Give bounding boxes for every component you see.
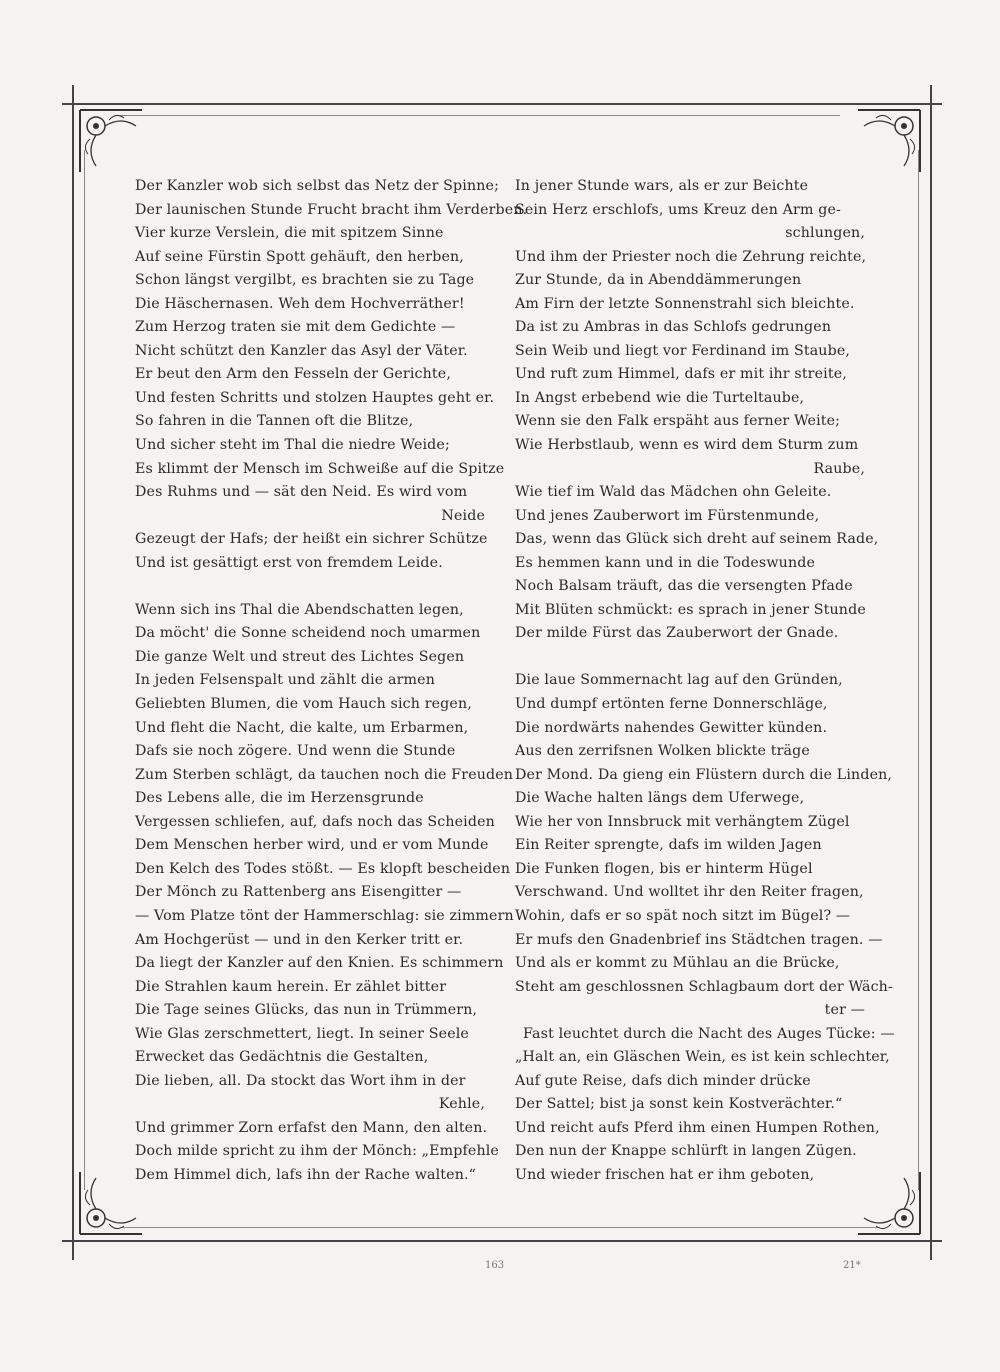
verse-line: Und ruft zum Himmel, dafs er mit ihr streite, — [515, 366, 847, 383]
verse-line: Wie tief im Wald das Mädchen ohn Geleite. — [515, 484, 832, 501]
verse-line: Noch Balsam träuft, das die versengten Pfade — [515, 578, 853, 595]
verse-line: Es klimmt der Mensch im Schweiße auf die Spitze — [135, 460, 505, 477]
verse-line: Vier kurze Verslein, die mit spitzem Sinne — [135, 225, 444, 242]
verse-line: Zum Sterben schlägt, da tauchen noch die Freuden — [135, 766, 514, 783]
verse-line: Wohin, dafs er so spät noch sitzt im Bügel? — — [515, 907, 851, 924]
verse-line: „Halt an, ein Gläschen Wein, es ist kein schlechter, — [515, 1049, 890, 1066]
corner-ornament-top-right — [854, 106, 924, 176]
right-text-column — [515, 175, 895, 1188]
verse-line: Aus den zerrifsnen Wolken blickte träge — [515, 743, 810, 760]
verse-line: Und grimmer Zorn erfafst den Mann, den alten. — [135, 1119, 488, 1136]
verse-line: Gezeugt der Hafs; der heißt ein sichrer Schütze — [135, 531, 488, 548]
verse-line: Er beut den Arm den Fesseln der Gerichte, — [135, 366, 451, 383]
verse-line: Und ist gesättigt erst von fremdem Leide. — [135, 554, 443, 571]
verse-line: Erwecket das Gedächtnis die Gestalten, — [135, 1049, 429, 1066]
left-text-column — [135, 175, 528, 1188]
frame-right-line — [930, 85, 932, 1260]
verse-line: In jeden Felsenspalt und zählt die armen — [135, 672, 435, 689]
verse-line: Neide — [441, 507, 485, 524]
stanza-break — [135, 575, 485, 599]
verse-line: Der Mönch zu Rattenberg ans Eisengitter — — [135, 884, 462, 901]
verse-line: schlungen, — [785, 225, 865, 242]
verse-line: Dem Himmel dich, lafs ihn der Rache walten.“ — [135, 1166, 477, 1183]
verse-line: Der Mond. Da gieng ein Flüstern durch die Linden, — [515, 766, 893, 783]
frame-left-line — [72, 85, 74, 1260]
verse-line: Es hemmen kann und in die Todeswunde — [515, 554, 816, 571]
verse-line: Er mufs den Gnadenbrief ins Städtchen tragen. — — [515, 931, 883, 948]
verse-line: Der milde Fürst das Zauberwort der Gnade. — [515, 625, 839, 642]
frame-left-inner-line — [84, 150, 85, 1190]
verse-line: Und festen Schritts und stolzen Hauptes geht er. — [135, 389, 495, 406]
frame-bottom-line — [62, 1240, 942, 1242]
verse-line: Wie Glas zerschmettert, liegt. In seiner Seele — [135, 1025, 469, 1042]
verse-line: Zur Stunde, da in Abenddämmerungen — [515, 272, 802, 289]
verse-line: Die nordwärts nahendes Gewitter künden. — [515, 719, 828, 736]
verse-line: Am Hochgerüst — und in den Kerker tritt er. — [135, 931, 464, 948]
verse-line: Der launischen Stunde Frucht bracht ihm Verderben. — [135, 201, 528, 218]
verse-line: Die Häschernasen. Weh dem Hochverräther! — [135, 295, 465, 312]
verse-line: Geliebten Blumen, die vom Hauch sich regen, — [135, 696, 472, 713]
verse-line: Auf seine Fürstin Spott gehäuft, den herben, — [135, 248, 464, 265]
verse-line: Der Kanzler wob sich selbst das Netz der Spinne; — [135, 178, 500, 194]
verse-line: Ein Reiter sprengte, dafs im wilden Jagen — [515, 837, 822, 854]
verse-line: Den Kelch des Todes stößt. — Es klopft bescheiden — [135, 860, 511, 877]
verse-line: Die lieben, all. Da stockt das Wort ihm in der — [135, 1072, 466, 1089]
stanza-break — [515, 646, 865, 670]
verse-line: Des Ruhms und — sät den Neid. Es wird vom — [135, 484, 468, 501]
verse-line: Verschwand. Und wolltet ihr den Reiter fragen, — [515, 884, 864, 901]
page-number: 163 — [485, 1260, 505, 1271]
verse-line: Raube, — [813, 460, 865, 477]
corner-ornament-top-left — [76, 106, 146, 176]
verse-line: Zum Herzog traten sie mit dem Gedichte — — [135, 319, 456, 336]
verse-line: Sein Weib und liegt vor Ferdinand im Staube, — [515, 342, 851, 359]
verse-line: Mit Blüten schmückt: es sprach in jener Stunde — [515, 601, 866, 618]
verse-line: Den nun der Knappe schlürft in langen Zügen. — [515, 1143, 857, 1160]
verse-line: Wenn sich ins Thal die Abendschatten legen, — [135, 601, 464, 618]
verse-line: Schon längst vergilbt, es brachten sie zu Tage — [135, 272, 475, 289]
verse-line: Wie Herbstlaub, wenn es wird dem Sturm zum — [515, 437, 859, 454]
verse-line: Und reicht aufs Pferd ihm einen Humpen Rothen, — [515, 1119, 880, 1136]
verse-line: Und als er kommt zu Mühlau an die Brücke, — [515, 955, 840, 972]
verse-line: Kehle, — [438, 1096, 485, 1113]
verse-line: So fahren in die Tannen oft die Blitze, — [135, 413, 414, 430]
verse-line: Und wieder frischen hat er ihm geboten, — [515, 1166, 815, 1183]
verse-line: Dafs sie noch zögere. Und wenn die Stunde — [135, 743, 456, 760]
verse-line: Die Funken flogen, bis er hinterm Hügel — [515, 860, 813, 877]
verse-line: Die laue Sommernacht lag auf den Gründen, — [515, 672, 843, 689]
verse-line: Wenn sie den Falk erspäht aus ferner Weite; — [515, 413, 841, 430]
verse-line: Auf gute Reise, dafs dich minder drücke — [515, 1072, 811, 1089]
verse-line: Und ihm der Priester noch die Zehrung reichte, — [515, 248, 867, 265]
verse-line: Die ganze Welt und streut des Lichtes Segen — [135, 648, 465, 665]
verse-line: Dem Menschen herber wird, und er vom Munde — [135, 837, 489, 854]
verse-line: Und dumpf ertönten ferne Donnerschläge, — [515, 696, 828, 713]
verse-line: Da ist zu Ambras in das Schlofs gedrungen — [515, 319, 832, 336]
verse-line: Und jenes Zauberwort im Fürstenmunde, — [515, 507, 820, 524]
verse-line: Die Tage seines Glücks, das nun in Trümmern, — [135, 1002, 478, 1019]
verse-line: Des Lebens alle, die im Herzensgrunde — [135, 790, 424, 807]
verse-line: Wie her von Innsbruck mit verhängtem Zügel — [515, 813, 850, 830]
verse-line: Nicht schützt den Kanzler das Asyl der Väter. — [135, 342, 468, 359]
signature-mark: 21* — [843, 1260, 861, 1271]
verse-line: Und fleht die Nacht, die kalte, um Erbarmen, — [135, 719, 469, 736]
verse-line: Steht am geschlossnen Schlagbaum dort der Wäch- — [515, 978, 893, 995]
verse-line: Vergessen schliefen, auf, dafs noch das Scheiden — [135, 813, 495, 830]
verse-line: Sein Herz erschlofs, ums Kreuz den Arm ge- — [515, 201, 841, 218]
verse-line: ter — — [824, 1002, 865, 1019]
frame-right-inner-line — [918, 150, 919, 1190]
frame-top-line — [62, 103, 942, 105]
verse-line: In Angst erbebend wie die Turteltaube, — [515, 389, 805, 406]
frame-top-inner-line — [120, 115, 840, 116]
verse-line: Am Firn der letzte Sonnenstrahl sich bleichte. — [515, 295, 855, 312]
verse-line: Doch milde spricht zu ihm der Mönch: „Empfehle — [135, 1143, 499, 1160]
verse-line: Da möcht' die Sonne scheidend noch umarmen — [135, 625, 481, 642]
verse-line: Das, wenn das Glück sich dreht auf seinem Rade, — [515, 531, 879, 548]
verse-line: Fast leuchtet durch die Nacht des Auges Tücke: — — [523, 1025, 895, 1042]
verse-line: Der Sattel; bist ja sonst kein Kostverächter.“ — [515, 1096, 843, 1113]
verse-line: — Vom Platze tönt der Hammerschlag: sie zimmern — [135, 907, 514, 924]
frame-bottom-inner-line — [120, 1227, 880, 1228]
verse-line: Da liegt der Kanzler auf den Knien. Es schimmern — [135, 955, 504, 972]
verse-line: Die Wache halten längs dem Uferwege, — [515, 790, 805, 807]
verse-line: In jener Stunde wars, als er zur Beichte — [515, 178, 809, 194]
verse-line: Und sicher steht im Thal die niedre Weide; — [135, 437, 450, 454]
verse-line: Die Strahlen kaum herein. Er zählet bitter — [135, 978, 447, 995]
